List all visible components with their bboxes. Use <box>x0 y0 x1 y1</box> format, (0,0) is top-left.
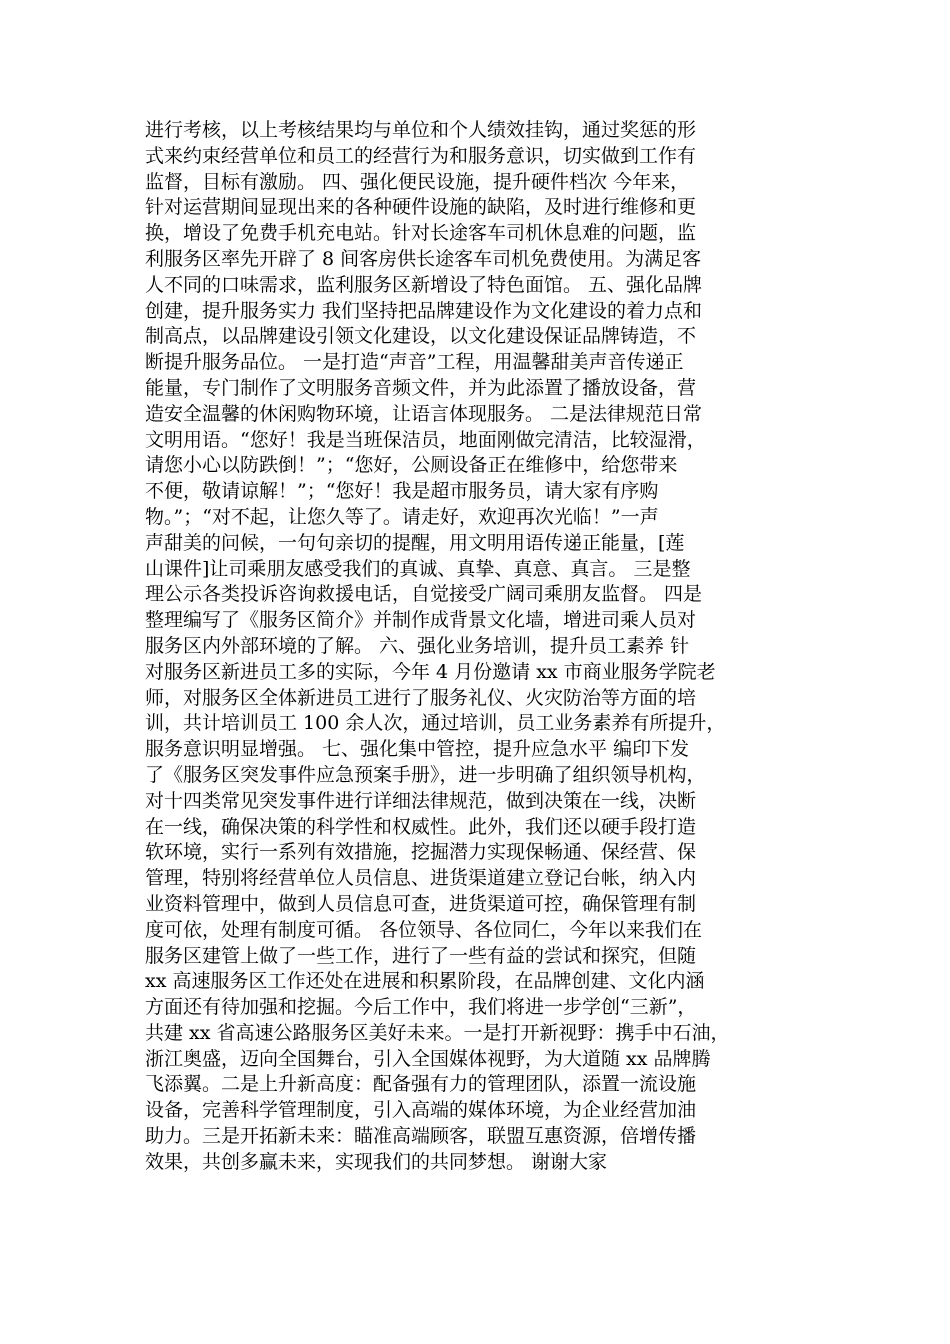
text-line: 整理编写了《服务区简介》并制作成背景文化墙，增进司乘人员对 <box>145 609 697 632</box>
text-line: 方面还有待加强和挖掘。今后工作中，我们将进一步学创“三新”， <box>145 996 697 1019</box>
text-line: 业资料管理中，做到人员信息可查，进货渠道可控，确保管理有制 <box>145 892 697 915</box>
text-line: 山课件]让司乘朋友感受我们的真诚、真挚、真意、真言。 三是整 <box>145 557 691 580</box>
text-line: 理公示各类投诉咨询救援电话，自觉接受广阔司乘朋友监督。 四是 <box>145 583 703 606</box>
text-line: 声甜美的问候，一句句亲切的提醒，用文明用语传递正能量，[莲 <box>145 531 685 554</box>
text-line: 服务区建管上做了一些工作，进行了一些有益的尝试和探究，但随 <box>145 944 697 967</box>
text-line: 软环境，实行一系列有效措施，挖掘潜力实现保畅通、保经营、保 <box>145 841 697 864</box>
text-line: 共建 xx 省高速公路服务区美好未来。一是打开新视野：携手中石油， <box>145 1021 730 1044</box>
text-line: 文明用语。“您好！我是当班保洁员，地面刚做完清洁，比较湿滑， <box>145 428 706 451</box>
text-line: 请您小心以防跌倒！”；“您好，公厕设备正在维修中，给您带来 <box>145 454 678 477</box>
text-line: 造安全温馨的休闲购物环境，让语言体现服务。 二是法律规范日常 <box>145 402 703 425</box>
text-line: 换，增设了免费手机充电站。针对长途客车司机休息难的问题，监 <box>145 222 697 245</box>
text-line: 利服务区率先开辟了 8 间客房供长途客车司机免费使用。为满足客 <box>145 247 702 270</box>
text-line: 式来约束经营单位和员工的经营行为和服务意识，切实做到工作有 <box>145 144 697 167</box>
text-line: 助力。三是开拓新未来：瞄准高端顾客，联盟互惠资源，倍增传播 <box>145 1125 697 1148</box>
text-line: 人不同的口味需求，监利服务区新增设了特色面馆。 五、强化品牌 <box>145 273 703 296</box>
text-line: 针对运营期间显现出来的各种硬件设施的缺陷，及时进行维修和更 <box>145 196 697 219</box>
text-line: 不便，敬请谅解！”；“您好！我是超市服务员，请大家有序购 <box>145 480 659 503</box>
text-line: 制高点，以品牌建设引领文化建设，以文化建设保证品牌铸造，不 <box>145 325 697 348</box>
text-line: 物。”；“对不起，让您久等了。请走好，欢迎再次光临！”一声 <box>145 505 659 528</box>
text-line: 师，对服务区全体新进员工进行了服务礼仪、火灾防治等方面的培 <box>145 686 697 709</box>
text-line: 飞添翼。二是上升新高度：配备强有力的管理团队，添置一流设施 <box>145 1073 697 1096</box>
body-text <box>145 118 815 1176</box>
text-line: 监督，目标有激励。 四、强化便民设施，提升硬件档次 今年来， <box>145 170 690 193</box>
text-line: 服务区内外部环境的了解。 六、强化业务培训，提升员工素养 针 <box>145 634 690 657</box>
text-line: 浙江奥盛，迈向全国舞台，引入全国媒体视野，为大道随 xx 品牌腾 <box>145 1047 711 1070</box>
text-line: 度可依，处理有制度可循。 各位领导、各位同仁，今年以来我们在 <box>145 918 703 941</box>
text-line: 进行考核，以上考核结果均与单位和个人绩效挂钩，通过奖惩的形 <box>145 119 697 141</box>
text-line: 能量，专门制作了文明服务音频文件，并为此添置了播放设备，营 <box>145 376 697 399</box>
text-line: 服务意识明显增强。 七、强化集中管控，提升应急水平 编印下发 <box>145 738 690 761</box>
text-line: 管理，特别将经营单位人员信息、进货渠道建立登记台帐，纳入内 <box>145 867 697 890</box>
text-line: 了《服务区突发事件应急预案手册》，进一步明确了组织领导机构， <box>145 763 706 786</box>
text-line: 对十四类常见突发事件进行详细法律规范，做到决策在一线，决断 <box>145 789 697 812</box>
text-line: 效果，共创多赢未来，实现我们的共同梦想。 谢谢大家 <box>145 1150 608 1173</box>
text-line: 断提升服务品位。 一是打造“声音”工程，用温馨甜美声音传递正 <box>145 351 684 374</box>
text-line: 设备，完善科学管理制度，引入高端的媒体环境，为企业经营加油 <box>145 1099 697 1122</box>
text-line: 创建，提升服务实力 我们坚持把品牌建设作为文化建设的着力点和 <box>145 299 703 322</box>
text-line: 训，共计培训员工 100 余人次，通过培训，员工业务素养有所提升， <box>145 712 726 735</box>
text-line: 对服务区新进员工多的实际，今年 4 月份邀请 xx 市商业服务学院老 <box>145 660 716 683</box>
text-line: 在一线，确保决策的科学性和权威性。此外，我们还以硬手段打造 <box>145 815 697 838</box>
text-line: xx 高速服务区工作还处在进展和积累阶段，在品牌创建、文化内涵 <box>145 970 705 993</box>
